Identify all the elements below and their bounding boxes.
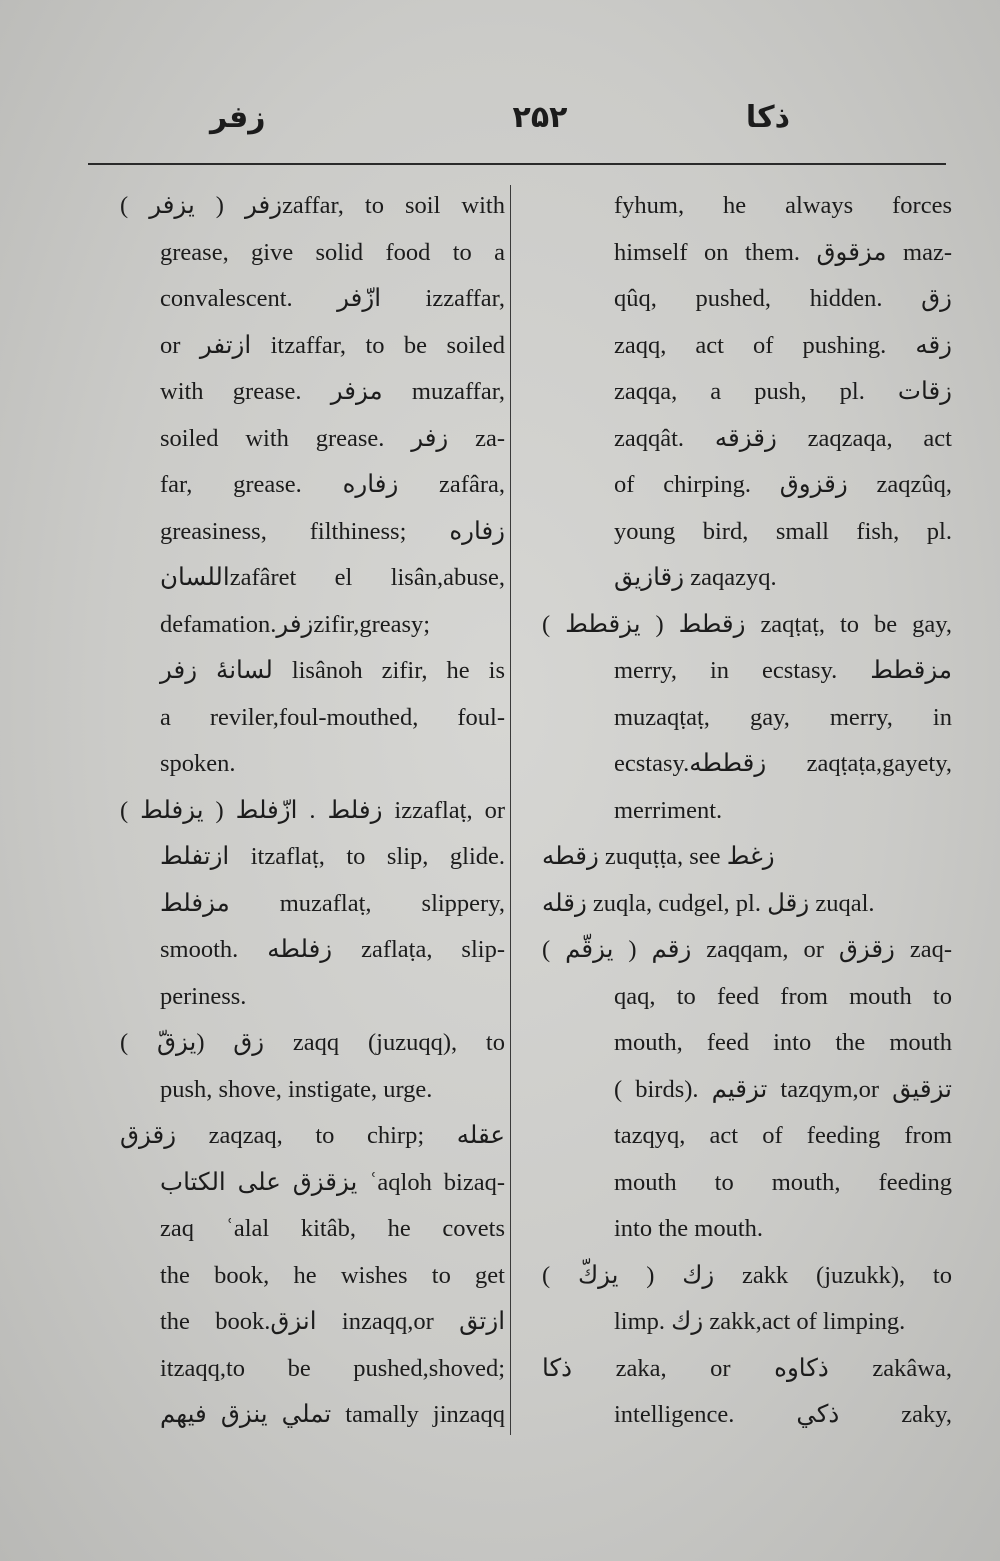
entry-line: زك ( يزكّ ) zakk (juzukk), to — [542, 1261, 952, 1289]
entry-line: intelligence. ذكي zaky, — [614, 1401, 952, 1428]
entry-line: into the mouth. — [614, 1215, 764, 1242]
entry-line: limp. زك zakk,act of limping. — [614, 1308, 906, 1335]
entry-line: زقطط ( يزقطط ) zaqṭaṭ, to be gay, — [542, 610, 952, 638]
entry-line: push, shove, instigate, urge. — [160, 1075, 433, 1103]
entry-line: ازتفلط itzaflaṭ, to slip, glide. — [160, 843, 505, 870]
entry-line: the book, he wishes to get — [160, 1261, 505, 1289]
entry-line: or ازتفر itzaffar, to be soiled — [160, 331, 505, 359]
entry-line: zaqqa, a push, pl. زقات — [614, 378, 952, 405]
entry-line: zaqq, act of pushing. زقه — [614, 331, 952, 359]
entry-line: زفلط . ازّفلط ( يزفلط ) izzaflaṭ, or — [120, 796, 505, 824]
entry-line: mouth, feed into the mouth — [614, 1029, 952, 1056]
entry-line: convalescent. ازّفر izzaffar, — [160, 285, 505, 312]
entry-line: zaq ʿalal kitâb, he covets — [160, 1215, 505, 1242]
header-right-catchword: ذكا — [745, 100, 790, 135]
entry-line: himself on them. مزقوق maz- — [614, 238, 952, 266]
entry-line: defamation.زفرzifir,greasy; — [160, 610, 431, 638]
right-column — [542, 183, 952, 1439]
entry-line: zaqqât. زقزقه zaqzaqa, act — [614, 424, 952, 452]
entry-line: زقزق zaqzaq, to chirp; عقله — [120, 1122, 505, 1149]
entry-line: يزقزق على الكتاب ʿaqloh bizaq- — [160, 1168, 505, 1196]
entry-line: of chirping. زقزوق zaqzûq, — [614, 471, 952, 498]
entry-line: muzaqṭaṭ, gay, merry, in — [614, 703, 952, 731]
entry-line: grease, give solid food to a — [160, 238, 505, 266]
entry-line: tazqyq, act of feeding from — [614, 1122, 952, 1149]
entry-line: qaq, to feed from mouth to — [614, 982, 952, 1010]
entry-line: تملي ينزق فيهم tamally jinzaqq — [160, 1401, 505, 1428]
entry-line: زق (يزقّ ) zaqq (juzuqq), to — [120, 1029, 505, 1056]
entry-line: far, grease. زفاره zafâra, — [160, 471, 505, 498]
entry-line: زقازيق zaqazyq. — [614, 564, 777, 591]
entry-line: ذكا zaka, or ذكاوه zakâwa, — [542, 1354, 952, 1382]
column-separator — [510, 185, 511, 1435]
entry-line: ecstasy.زقططه zaqṭaṭa,gayety, — [614, 750, 952, 777]
entry-line: لسانهٔ زفر lisânoh zifir, he is — [160, 657, 505, 684]
entry-line: smooth. زفلطه zaflaṭa, slip- — [160, 936, 505, 963]
header-left-catchword: زفر — [210, 100, 266, 135]
entry-line: the book.انزق inzaqq,or ازتق — [160, 1308, 505, 1335]
entry-line: ( birds). تزقيم tazqym,or تزقيق — [614, 1075, 952, 1103]
entry-line: a reviler,foul-mouthed, foul- — [160, 703, 505, 731]
entry-line: periness. — [160, 982, 247, 1010]
entry-line: merry, in ecstasy. مزقطط — [614, 657, 952, 684]
page-header — [60, 100, 940, 150]
entry-line: زقم ( يزقّم ) zaqqam, or زقزق zaq- — [542, 936, 952, 963]
header-rule — [88, 163, 946, 165]
entry-line: اللسانzafâret el lisân,abuse, — [160, 564, 505, 591]
page-number: ۲۵۲ — [512, 100, 568, 135]
entry-line: with grease. مزفر muzaffar, — [160, 378, 505, 405]
entry-line: fyhum, he always forces — [614, 192, 952, 219]
entry-line: itzaqq,to be pushed,shoved; — [160, 1354, 505, 1382]
entry-line: مزفلط muzaflaṭ, slippery, — [160, 889, 505, 917]
entry-line: mouth to mouth, feeding — [614, 1168, 952, 1196]
left-column — [120, 183, 505, 1439]
entry-line: spoken. — [160, 750, 236, 777]
entry-line: soiled with grease. زفر za- — [160, 424, 505, 452]
entry-line: qûq, pushed, hidden. زق — [614, 285, 952, 312]
entry-line: merriment. — [614, 796, 723, 824]
entry-line: greasiness, filthiness; زفاره — [160, 517, 505, 545]
entry-line: زفر ( يزفر )zaffar, to soil with — [120, 192, 505, 219]
entry-line: زقله zuqla, cudgel, pl. زقل zuqal. — [542, 889, 875, 917]
entry-line: زقطه zuquṭṭa, see زغط — [542, 843, 775, 870]
entry-line: young bird, small fish, pl. — [614, 517, 952, 545]
